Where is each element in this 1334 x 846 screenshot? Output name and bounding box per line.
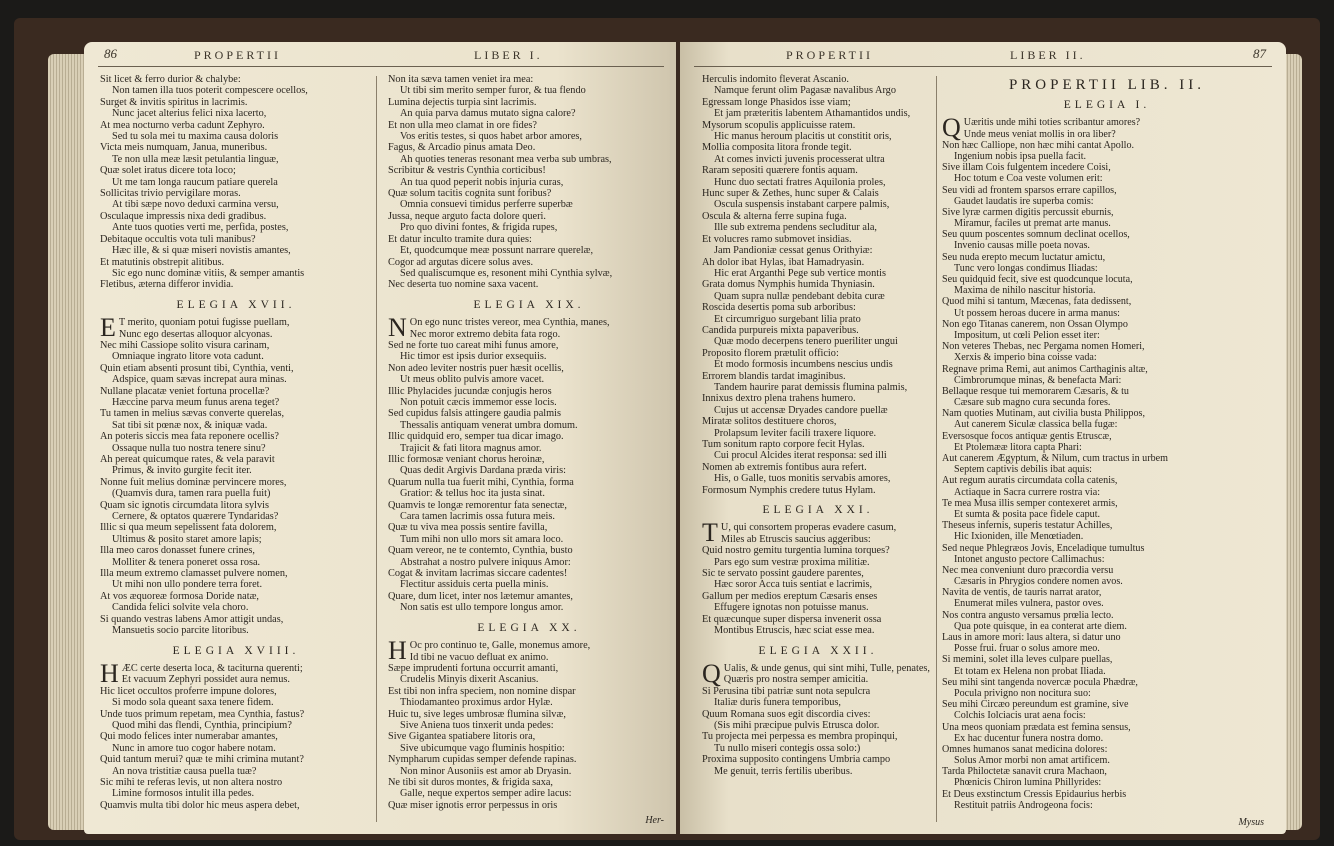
verse-line: Cernere, & optatos quærere Tyndaridas? [112, 511, 279, 523]
verse-line: Adspice, quam sævas increpat aura minas. [112, 374, 287, 386]
drop-cap: E [100, 313, 116, 343]
verse-line: An nova tristitiæ causa puella tuæ? [112, 765, 257, 777]
verse-line: T merito, quoniam potui fugisse puellam, [118, 317, 290, 329]
verse-line: Et vacuum Zephyri possidet aura nemus. [121, 674, 290, 686]
column-divider [936, 76, 937, 822]
verse-line: Illic formosæ veniant chorus heroinæ, [388, 454, 545, 465]
verse-line: Omniaque ingrato litore vota cadunt. [112, 351, 264, 363]
verse-line: Montibus Etruscis, hæc sciat esse mea. [714, 625, 875, 637]
verse-line: Regnave prima Remi, aut animos Carthaginis altæ, [942, 363, 1148, 375]
verse-line: At mea nocturno verba cadunt Zephyro. [100, 119, 265, 131]
verse-line: Sive illam Cois fulgentem incedere Coisi, [942, 162, 1111, 174]
verse-line: Sive ubicumque vago fluminis hospitio: [400, 742, 565, 754]
left-running-head: PROPERTII [194, 48, 281, 62]
catchword: Mysus [1238, 817, 1264, 828]
verse-line: Posse frui. fruar o solus amore meo. [954, 643, 1100, 655]
verse-line: Tu projecta mei perpessa es membra propinqui, [702, 731, 898, 743]
verse-line: Cæsare sub magno cura secunda fores. [954, 397, 1111, 409]
verse-line: Eversosque focos antiquæ gentis Etruscæ, [942, 430, 1112, 442]
catchword: Her- [645, 815, 664, 826]
verse-line: Non satis est ullo tempore longus amor. [400, 602, 564, 614]
verse-line: Invenio causas mille poeta novas. [954, 240, 1090, 252]
elegy-title: ELEGIA XVIII. [172, 644, 300, 657]
verse-line: Ut meus oblito pulvis amore vacet. [400, 374, 545, 386]
verse-line: Surget & invitis spiritus in lacrimis. [100, 96, 248, 108]
verse-line: Tum mihi non ullo mors sit amara loco. [400, 533, 564, 545]
verse-line: Mysorum scopulis applicuisse ratem. [702, 119, 856, 131]
verse-line: Sollicitas trivio pervigilare moras. [100, 188, 241, 200]
verse-line: Theseus infernis, superis testatur Achilles, [942, 520, 1113, 532]
verse-line: Non tamen illa tuos poterit compescere ocellos, [112, 85, 308, 97]
verse-line: Candida felici solvite vela choro. [112, 602, 249, 614]
verse-line: On ego nunc tristes vereor, mea Cynthia, manes, [409, 317, 610, 329]
verse-line: Nomen ab extremis fontibus aura refert. [702, 461, 867, 473]
verse-line: Sed cupidus falsis attingere gaudia palmis [388, 408, 562, 420]
right-column-1 [702, 74, 934, 777]
elegy-title: ELEGIA XIX. [473, 298, 585, 311]
verse-line: Mansuetis socio parcite litoribus. [112, 625, 249, 637]
verse-line: Nunc jacet alterius felici nixa lacerto, [112, 108, 267, 120]
verse-line: Illic Phylacides jucundæ conjugis heros [388, 385, 552, 397]
verse-line: Tarda Philoctetæ sanavit crura Machaon, [942, 766, 1107, 778]
verse-line: Si memini, solet illa leves culpare puellas, [942, 654, 1113, 666]
verse-line: Solus Amor morbi non amat artificem. [954, 755, 1110, 767]
verse-line: Candida purpureis mixta papaveribus. [702, 324, 859, 336]
verse-line: Ille sub extrema pendens secluditur ala, [714, 222, 877, 234]
verse-line: Quamvis te longæ remorentur fata senectæ, [388, 499, 567, 511]
verse-line: Lumina dejectis turpia sint lacrimis. [388, 96, 537, 108]
verse-line: Ultimus & posito staret amore lapis; [112, 533, 262, 545]
verse-line: Pro quo divini fontes, & frigida rupes, [400, 222, 558, 234]
verse-line: Illa meum extremo clamasset pulvere nomen, [100, 568, 288, 580]
verse-line: Ut possem heroas ducere in arma manus: [954, 307, 1120, 319]
right-running-head-right: LIBER II. [1010, 48, 1086, 62]
verse-line: Fagus, & Arcadio pinus amata Deo. [388, 142, 536, 154]
verse-line: Cimbrorumque minas, & benefacta Mari: [954, 374, 1122, 386]
page-edges-left [48, 54, 86, 830]
verse-line: Quarum nulla tua fuerit mihi, Cynthia, forma [388, 476, 574, 488]
verse-line: Xerxis & imperio bina coisse vada: [954, 352, 1097, 364]
verse-line: At vos æquoreæ formosa Doride natæ, [100, 590, 260, 602]
verse-line: Proxima supposito contingens Umbria campo [702, 754, 891, 766]
verse-line: Seu vidi ad frontem sparsos errare capillos, [942, 184, 1117, 196]
verse-line: Et volucres ramo submovet insidias. [702, 233, 852, 245]
verse-line: Nam quoties Mutinam, aut civilia busta Philippos, [942, 408, 1145, 420]
verse-line: Hunc super & Zethes, hunc super & Calais [702, 188, 879, 200]
verse-line: Tunc vero longas condimus Iliadas: [954, 262, 1098, 274]
right-running-head-left: PROPERTII [786, 48, 873, 62]
verse-line: Hic licet occultos proferre impune dolores, [100, 685, 277, 697]
verse-line: Hoc totum e Coa veste volumen erit: [954, 173, 1103, 185]
verse-line: Nec mea conveniunt duro præcordia versu [942, 564, 1114, 576]
verse-line: Quam sic ignotis circumdata litora sylvis [100, 499, 270, 511]
verse-line: Quid tantum merui? quæ te mihi crimina mutant? [100, 754, 304, 766]
verse-line: Ex hac ducentur funera nostra domo. [954, 732, 1104, 744]
verse-line: Aut canerem Siculæ classica bella fugæ: [954, 419, 1118, 431]
verse-line: Enumerat miles vulnera, pastor oves. [954, 598, 1104, 610]
verse-line: Qui modo felices inter numerabar amantes, [100, 731, 278, 743]
verse-line: An poteris siccis mea fata reponere ocellis? [100, 431, 279, 443]
verse-line: Quin etiam absenti prosunt tibi, Cynthia, venti, [100, 362, 294, 374]
verse-line: An quia parva damus mutato signa calore? [400, 108, 576, 120]
verse-line: Miles ab Etruscis saucius aggeribus: [720, 533, 871, 545]
verse-line: Te non ulla meæ læsit petulantia linguæ, [112, 153, 279, 165]
verse-line: Navita de ventis, de tauris narrat arator, [942, 587, 1102, 599]
verse-line: Non hæc Calliope, non hæc mihi cantat Apollo. [942, 139, 1135, 151]
verse-line: Non minor Ausoniis est amor ab Dryasin. [400, 765, 572, 777]
left-col2-head: LIBER I. [474, 48, 543, 62]
verse-line: Omnia consuevi timidus perferre superbæ [400, 199, 573, 211]
verse-line: Quæ miser ignotis error perpessus in oris [388, 799, 558, 811]
elegy-title: ELEGIA XXI. [762, 504, 874, 517]
verse-line: Ah pereat quicumque rates, & vela paravit [100, 454, 275, 465]
verse-line: Cæsaris in Phrygios condere nomen avos. [954, 576, 1123, 588]
verse-line: Victa meis numquam, Janua, muneribus. [100, 142, 268, 154]
verse-line: Illic quidquid ero, semper tua dicar imago. [388, 431, 564, 443]
header-rule [694, 66, 1272, 67]
verse-line: Gaudet laudatis ire superba comis: [954, 195, 1094, 207]
verse-line: His, o Galle, tuos monitis servabis amores, [714, 473, 891, 485]
verse-line: Miramur, faciles ut premat arte manus. [954, 218, 1111, 230]
verse-line: Et modo formosis incumbens nescius undis [714, 359, 893, 371]
verse-line: Una meos quoniam prædata est femina sensus, [942, 721, 1131, 733]
verse-line: Quamvis multa tibi dolor hic meus aspera debet, [100, 799, 300, 811]
verse-line: Sic mihi te referas levis, ut non altera nostro [100, 776, 283, 788]
verse-line: Namque ferunt olim Pagasæ navalibus Argo [714, 85, 896, 97]
verse-line: Si Perusina tibi patriæ sunt nota sepulcra [702, 685, 871, 697]
verse-line: Debitaque occultis vota tuli manibus? [100, 233, 256, 245]
verse-line: Roscida desertis poma sub arboribus: [702, 302, 856, 314]
verse-line: Si quando vestras labens Amor attigit undas, [100, 613, 284, 625]
verse-line: Et totam ex Helena non probat Iliada. [954, 665, 1106, 677]
left-page [84, 42, 676, 834]
verse-line: Est tibi non infra speciem, non nomine dispar [388, 685, 576, 697]
verse-line: Tu nullo miseri contegis ossa solo:) [714, 742, 861, 754]
drop-cap: Q [702, 658, 721, 688]
verse-line: Id tibi ne vacuo defluat ex animo. [409, 651, 549, 663]
verse-line: Sive Gigantea spatiabere litoris ora, [388, 731, 536, 743]
verse-line: Hæccine parva meum funus arena teget? [112, 396, 280, 408]
left-page-number: 86 [104, 46, 117, 61]
verse-line: Cara tamen lacrimis ossa futura meis. [400, 511, 555, 523]
verse-line: Grata domus Nymphis humida Thyniasin. [702, 279, 875, 291]
verse-line: ÆC certe deserta loca, & taciturna querenti; [121, 662, 303, 674]
verse-line: Non veteres Thebas, nec Pergama nomen Homeri, [942, 341, 1145, 353]
verse-line: Seu quidquid fecit, sive est quodcunque locuta, [942, 274, 1133, 285]
header-rule [98, 66, 664, 67]
verse-line: Cui procul Alcides iterat responsa: sed illi [714, 450, 887, 462]
verse-line: Cujus ut accensæ Dryades candore puellæ [714, 404, 888, 416]
drop-cap: H [388, 636, 407, 666]
verse-line: Huic tu, sive leges umbrosæ flumina silvæ, [388, 708, 566, 720]
verse-line: Miratæ solitos destituere choros, [702, 416, 837, 428]
verse-line: Oc pro continuo te, Galle, monemus amore, [409, 640, 591, 652]
verse-line: Sat tibi sit pœnæ nox, & iniquæ vada. [112, 419, 268, 431]
verse-line: Unde tuos primum repetam, mea Cynthia, fastus? [100, 708, 305, 720]
elegy-title: ELEGIA XVII. [176, 298, 296, 311]
verse-line: Raram sepositi quærere fontis aquam. [702, 165, 858, 177]
verse-line: Thessalis antiquam venerat umbra domum. [400, 419, 578, 431]
verse-line: Et, quodcumque meæ possunt narrare querelæ, [400, 245, 594, 257]
verse-line: Colchis Iolciacis urat aena focis: [954, 710, 1086, 722]
verse-line: Nec moror extremo debita fata rogo. [409, 328, 561, 340]
verse-line: Nunc in amore tuo cogor habere notam. [112, 742, 276, 754]
verse-line: Maxima de nihilo nascitur historia. [954, 285, 1096, 297]
drop-cap: Q [942, 113, 961, 143]
verse-line: Limine formosos intulit illa pedes. [112, 788, 255, 800]
verse-line: Sive lyræ carmen digitis percussit eburnis, [942, 206, 1114, 218]
verse-line: Nonne fuit melius dominæ pervincere mores, [100, 476, 287, 488]
verse-line: Hic erat Arganthi Pege sub vertice montis [714, 267, 886, 279]
verse-line: Formosum Nymphis credere tutus Hylam. [702, 484, 876, 496]
book-title: PROPERTII LIB. II. [1008, 77, 1206, 93]
verse-line: Quæ solum tacitis cognita sunt foribus? [388, 188, 552, 200]
verse-line: Sive Aniena tuos tinxerit unda pedes: [400, 719, 554, 731]
verse-line: Tandem haurire parat demissis flumina palmis, [714, 381, 908, 393]
verse-line: Te mea Musa illis semper contexeret armis, [942, 497, 1118, 509]
verse-line: Hic manus heroum placitis ut constitit oris, [714, 131, 892, 143]
verse-line: (Sis mihi præcipue pulvis Etrusca dolor. [714, 719, 880, 731]
verse-line: Aut canerem Ægyptum, & Nilum, cum tractus in urbem [942, 453, 1168, 464]
verse-line: Et sumta & posita pace fidele caput. [954, 508, 1101, 520]
elegy-title: ELEGIA I. [1063, 99, 1151, 112]
verse-line: Ante tuos quoties verti me, perfida, postes, [112, 222, 289, 234]
verse-line: At tibi sæpe novo deduxi carmina versu, [112, 199, 279, 211]
right-column-2 [942, 77, 1272, 811]
verse-line: Ut mihi non ullo pondere terra foret. [112, 579, 263, 591]
verse-line: Sæpe imprudenti fortuna occurrit amanti, [388, 662, 559, 674]
verse-line: Oscula & alterna ferre supina fuga. [702, 210, 847, 222]
verse-line: Bellaque resque tui memorarem Cæsaris, & tu [942, 385, 1129, 397]
verse-line: Et jam præteritis labentem Athamantidos undis, [714, 108, 911, 120]
verse-line: Aut regum auratis circumdata colla catenis, [942, 475, 1118, 487]
verse-line: (Quamvis dura, tamen rara puella fuit) [112, 488, 271, 500]
verse-line: Nullane placatæ veniet fortuna procellæ? [100, 385, 270, 397]
verse-line: Galle, neque expertos semper adire lacus: [400, 788, 572, 800]
verse-line: Mollia composita litora fronde tegit. [702, 142, 852, 154]
verse-line: Scribitur & vestris Cynthia corticibus! [388, 165, 546, 177]
verse-line: Non adeo leviter nostris puer hæsit ocellis, [388, 362, 564, 374]
verse-line: Molliter & tenera poneret ossa rosa. [112, 556, 261, 568]
verse-line: Errorem blandis tardat imaginibus. [702, 370, 846, 382]
verse-line: Innixus dextro plena trahens humero. [702, 393, 856, 405]
verse-line: Illic si qua meum sepelissent fata dolorem, [100, 522, 277, 534]
verse-line: Quæ modo decerpens tenero pueriliter ungui [714, 336, 898, 348]
verse-line: Hæc soror Acca tuis sentiat e lacrimis, [714, 579, 873, 591]
verse-line: Me genuit, terris fertilis uberibus. [714, 765, 853, 777]
verse-line: Quare, dum licet, inter nos lætemur amantes, [388, 590, 574, 602]
elegy-title: ELEGIA XX. [477, 621, 581, 634]
verse-line: Pars ego sum vestræ proxima militiæ. [714, 556, 870, 568]
verse-line: Et Deus exstinctum Cressis Epidaurius herbis [942, 788, 1127, 800]
verse-line: Crudelis Minyis dixerit Ascanius. [400, 674, 539, 686]
verse-line: Sed tu sola mei tu maxima causa doloris [112, 131, 279, 143]
elegy-title: ELEGIA XXII. [758, 644, 878, 657]
verse-line: Omnes humanos sanat medicina dolores: [942, 743, 1108, 755]
verse-line: Quam vereor, ne te contemto, Cynthia, busto [388, 545, 573, 557]
verse-line: Nec deserta tuo nomine saxa vacent. [388, 279, 539, 291]
verse-line: Thiodamanteo proximus ardor Hylæ. [400, 697, 553, 709]
verse-line: Intonet angusto pectore Callimachus: [954, 553, 1105, 565]
verse-line: Egressam longe Phasidos isse viam; [702, 96, 851, 108]
verse-line: Septem captivis debilis ibat aquis: [954, 464, 1092, 476]
verse-line: Et quæcunque super dispersa invenerit ossa [702, 613, 882, 625]
book-spread [14, 18, 1320, 840]
verse-line: Hæc ille, & si quæ miseri novistis amantes, [112, 245, 291, 257]
verse-line: Sit licet & ferro durior & chalybe: [100, 74, 241, 85]
verse-line: Nec mihi Cassiope solito visura carinam, [100, 339, 270, 351]
left-column-2 [388, 74, 670, 811]
verse-line: Hic Ixioniden, ille Menœtiaden. [954, 531, 1084, 543]
verse-line: Qua pote quisque, in ea conterat arte diem. [954, 620, 1127, 632]
verse-line: Non potuit cæcis immemor esse locis. [400, 396, 557, 408]
verse-line: Non ita sæva tamen veniet ira mea: [388, 74, 534, 85]
verse-line: Laus in amore mori: laus altera, si datur uno [942, 632, 1121, 643]
verse-line: Actiaque in Sacra currere rostra via: [954, 486, 1101, 498]
verse-line: Italiæ duris funera temporibus, [714, 697, 841, 709]
verse-line: Ut tibi sim merito semper furor, & tua flendo [400, 85, 586, 97]
verse-line: Illa meo caros donasset funere crines, [100, 545, 255, 557]
verse-line: Sic te servato possint gaudere parentes, [702, 568, 864, 580]
verse-line: Pocula privigno non nocitura suo: [954, 687, 1091, 699]
verse-line: Trajicit & fati litora magnus amor. [400, 442, 542, 454]
verse-line: Sed neque Phlegræos Jovis, Enceladique tumultus [942, 542, 1145, 554]
verse-line: Nunc ego desertas alloquor alcyonas. [118, 328, 273, 340]
verse-line: Tum sonitum rapto corpore fecit Hylas. [702, 439, 865, 450]
right-page [680, 42, 1286, 834]
left-column-1 [100, 74, 372, 811]
verse-line: Si modo sola queant saxa tenere fidem. [112, 697, 274, 709]
verse-line: Et non ulla meo clamat in ore fides? [388, 119, 537, 131]
verse-line: Quæris pro nostra semper amicitia. [723, 674, 869, 686]
verse-line: Impositum, ut cœli Pelion esset iter: [954, 329, 1100, 341]
verse-line: Jam Pandioniæ cessat genus Orithyiæ: [714, 245, 873, 257]
verse-line: Quid nostro gemitu turgentia lumina torques? [702, 545, 890, 557]
verse-line: Ossaque nulla tuo nostra tenere sinu? [112, 442, 266, 454]
verse-line: Herculis indomito fleverat Ascanio. [702, 74, 849, 85]
drop-cap: N [388, 313, 407, 343]
verse-line: Fletibus, æterna differor invidia. [100, 279, 234, 291]
verse-line: Uæritis unde mihi toties scribantur amores? [963, 117, 1141, 129]
verse-line: Seu mihi Circæo pereundum est gramine, sive [942, 699, 1129, 711]
verse-line: Unde meus veniat mollis in ora liber? [963, 128, 1116, 140]
verse-line: Quas dedit Argivis Dardana præda viris: [400, 465, 566, 477]
verse-line: Quod mihi das flendi, Cynthia, principium? [112, 719, 292, 731]
drop-cap: H [100, 658, 119, 688]
verse-line: Quod mihi si tantum, Mæcenas, fata dedissent, [942, 296, 1132, 308]
verse-line: Gallum per medios ereptum Cæsaris enses [702, 590, 878, 602]
verse-line: Vos eritis testes, si quos habet arbor amores, [400, 131, 582, 143]
verse-line: Proposito florem prætulit officio: [702, 347, 839, 359]
verse-line: Phœnicis Chiron lumina Phillyrides: [954, 777, 1102, 789]
verse-line: Ne tibi sit duros montes, & frigida saxa, [388, 776, 554, 788]
verse-line: Ingenium nobis ipsa puella facit. [954, 150, 1087, 162]
verse-line: Osculaque impressis nixa dedi gradibus. [100, 210, 267, 222]
verse-line: Hic timor est ipsis durior exsequiis. [400, 351, 547, 363]
verse-line: Cogat & invitam lacrimas siccare cadentes! [388, 568, 568, 580]
verse-line: Et datur inculto tramite dura quies: [388, 233, 532, 245]
verse-line: Effugere ignotas non potuisse manus. [714, 602, 869, 614]
verse-line: Abstrahat a nostro pulvere iniquus Amor: [400, 556, 571, 568]
verse-line: Oscula suspensis instabant carpere palmis, [714, 199, 890, 211]
verse-line: Quæ tu viva mea possis sentire favilla, [388, 522, 548, 534]
verse-line: Quam supra nullæ pendebant debita curæ [714, 290, 885, 302]
verse-line: Restituit patriis Androgeona focis: [954, 799, 1093, 811]
verse-line: Ah quoties teneras resonant mea verba sub umbras, [400, 153, 612, 165]
verse-line: Prolapsum leviter facili traxere liquore. [714, 427, 877, 439]
verse-line: Hunc duo sectati fratres Aquilonia proles, [714, 176, 886, 188]
verse-line: At comes invicti juvenis processerat ultra [714, 153, 885, 165]
verse-line: Seu nuda erepto mecum luctatur amictu, [942, 251, 1106, 263]
verse-line: Ah dolor ibat Hylas, ibat Hamadryasin. [702, 256, 865, 268]
verse-line: Sed ne forte tuo careat mihi funus amore, [388, 339, 559, 351]
verse-line: Ut me tam longa raucum patiare querela [112, 176, 278, 188]
verse-line: Et matutinis obstrepit alitibus. [100, 256, 225, 268]
verse-line: Nympharum cupidas semper defende rapinas. [388, 754, 577, 766]
verse-line: Sic ego nunc dominæ vitiis, & semper amantis [112, 267, 305, 279]
verse-line: Sed qualiscumque es, resonent mihi Cynthia sylvæ, [400, 267, 613, 279]
verse-line: Ualis, & unde genus, qui sint mihi, Tulle, penates, [723, 662, 931, 674]
verse-line: Jussa, neque arguto facta dolore queri. [388, 210, 546, 222]
verse-line: Nos contra angusto versamus prœlia lecto. [942, 609, 1114, 621]
verse-line: Tu tamen in melius sævas converte querelas, [100, 408, 285, 420]
verse-line: Quum Romana suos egit discordia cives: [702, 708, 871, 720]
verse-line: Cogor ad argutas dicere solus aves. [388, 256, 534, 268]
verse-line: U, qui consortem properas evadere casum, [720, 522, 897, 534]
verse-line: Primus, & invito gurgite fecit iter. [112, 465, 252, 477]
verse-line: Quæ solet iratus dicere tota loco; [100, 165, 236, 177]
drop-cap: T [702, 518, 718, 548]
column-divider [376, 76, 377, 822]
verse-line: Et Ptolemææ litora capta Phari: [954, 441, 1082, 453]
verse-line: Non ego Titanas canerem, non Ossan Olympo [942, 318, 1128, 330]
verse-line: Flectitur assiduis certa puella minis. [400, 579, 549, 591]
verse-line: Et circumriguo surgebant lilia prato [714, 313, 861, 325]
verse-line: Gratior: & tellus hoc ita justa sinat. [400, 488, 545, 500]
verse-line: Seu quum poscentes somnum declinat ocellos, [942, 229, 1130, 241]
right-page-number: 87 [1253, 46, 1266, 61]
verse-line: Seu mihi sint tangenda novercæ pocula Phædræ, [942, 676, 1138, 688]
verse-line: An tua quod peperit nobis injuria curas, [400, 176, 564, 188]
